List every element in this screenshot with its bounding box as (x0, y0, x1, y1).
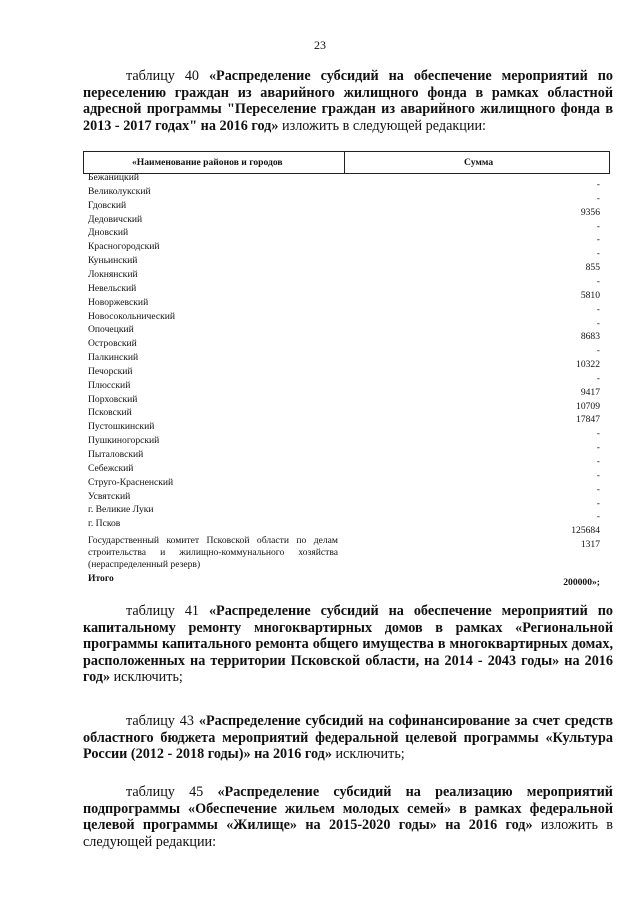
row-name: Опочецкий (88, 324, 134, 336)
row-value: - (596, 483, 600, 495)
row-name: Пустошкинский (88, 421, 155, 433)
row-name: Новосокольнический (88, 310, 176, 322)
row-value: - (596, 192, 600, 204)
table-row (88, 518, 600, 537)
table-row (88, 449, 600, 467)
row-value: - (596, 234, 600, 246)
row-value: 855 (585, 262, 600, 274)
p45-prefix: таблицу 45 (126, 784, 218, 800)
row-name: Новоржевский (88, 296, 149, 308)
row-value: 10322 (576, 359, 600, 371)
table-row (88, 213, 600, 232)
row-name: Локнянский (88, 268, 138, 280)
total-value: 200000»; (563, 577, 600, 588)
table-row (88, 310, 600, 329)
row-name: Порховский (88, 393, 138, 405)
table-row (88, 185, 600, 204)
header-name-column: «Наименование районов и городов (132, 157, 283, 168)
row-name: Куньинский (88, 255, 138, 267)
p45-suffix: изложить в следующей редакции: (83, 817, 614, 850)
table-row (88, 172, 600, 190)
row-name: Пыталовский (88, 449, 144, 460)
row-name: Красногородский (88, 241, 160, 253)
table-row (88, 462, 600, 481)
committee-row (88, 539, 600, 553)
table-row (88, 379, 600, 398)
row-value: 17847 (576, 414, 600, 426)
row-name: Себежский (88, 462, 134, 474)
row-name: Невельский (88, 282, 137, 294)
p41-suffix: исключить; (110, 669, 183, 685)
row-value: - (596, 372, 600, 384)
row-value: 9417 (580, 386, 600, 398)
row-name: Печорский (88, 365, 133, 377)
row-value: 8683 (580, 331, 600, 343)
row-name: Дновский (88, 227, 129, 239)
table-header (83, 151, 610, 174)
row-name: Плюсский (88, 379, 131, 391)
row-value: 9356 (580, 206, 600, 218)
row-name: Великолукский (88, 185, 151, 197)
table-row (88, 407, 600, 426)
header-sum-column: Сумма (464, 157, 494, 168)
row-value: - (596, 456, 600, 467)
row-value: - (596, 442, 600, 454)
p41-prefix: таблицу 41 (126, 603, 209, 619)
paragraph-table43 (83, 713, 613, 763)
table-row (88, 421, 600, 440)
row-value: - (596, 428, 600, 440)
page-number: 23 (314, 38, 326, 52)
p43-suffix: исключить; (331, 746, 405, 762)
row-name: Дедовичский (88, 213, 143, 225)
header-divider (344, 152, 345, 173)
row-name: Бежаницкий (88, 172, 139, 183)
table-row (88, 476, 600, 495)
row-name: Псковский (88, 407, 132, 419)
row-value: 125684 (571, 525, 600, 537)
p43-prefix: таблицу 43 (126, 713, 199, 729)
intro-suffix: изложить в следующей редакции: (278, 117, 486, 134)
paragraph-table45 (83, 784, 613, 850)
row-value: 5810 (580, 289, 600, 301)
table-row (88, 504, 600, 523)
row-name: Усвятский (88, 490, 131, 502)
table-row (88, 490, 600, 509)
committee-value: 1317 (580, 539, 600, 550)
table-row (88, 296, 600, 315)
committee-name: Государственный комитет Псковской области по делам строительства и жилищно-коммунального хозяйства (нераспределенный резерв) (88, 535, 338, 570)
row-value: - (596, 303, 600, 315)
row-name: Островский (88, 338, 137, 350)
row-name: Струго-Красненский (88, 476, 174, 488)
intro-title: «Распределение субсидий на обеспечение мероприятий по переселению граждан из аварийного жилищного фонда в рамках областной адресной программы "Переселение граждан из аварийного жилищного фонда в 2013 - 2017 годах" на 2016 год» (83, 68, 613, 134)
row-name: г. Псков (88, 518, 121, 530)
p45-title: «Распределение субсидий на реализацию мероприятий подпрограммы «Обеспечение жильем молодых семей» в рамках федеральной целевой программы «Жилище» на 2015-2020 годы» на 2016 год» (83, 784, 613, 833)
table-row (88, 435, 600, 454)
row-value: 10709 (576, 400, 600, 412)
row-value: - (596, 469, 600, 481)
paragraph-table41 (83, 603, 613, 686)
p41-title: «Распределение субсидий на обеспечение мероприятий по капитальному ремонту многоквартирных домов в рамках «Региональной программы капитального ремонта общего имущества в многоквартирных домах, расположенных на территории Псковской области, на 2014 - 2043 годы» на 2016 год» (83, 603, 613, 685)
p43-title: «Распределение субсидий на софинансирование за счет средств областного бюджета мероприятий федеральной целевой программы «Культура России (2012 - 2018 годы)» на 2016 год» (83, 713, 613, 762)
row-value: - (596, 275, 600, 287)
row-value: - (596, 179, 600, 190)
intro-prefix: таблицу 40 (126, 68, 209, 84)
row-value: - (596, 220, 600, 232)
table-row (88, 199, 600, 218)
row-value: - (596, 511, 600, 523)
total-value-row (88, 577, 600, 591)
row-value: - (596, 345, 600, 357)
row-name: Гдовский (88, 199, 127, 211)
table-row (88, 282, 600, 301)
row-name: г. Великие Луки (88, 504, 154, 516)
row-value: - (596, 317, 600, 329)
row-name: Палкинский (88, 352, 139, 364)
table-row (88, 324, 600, 343)
total-label: Итого (88, 573, 114, 584)
table-row (88, 393, 600, 412)
table-row (88, 227, 600, 246)
subsidy-table (83, 151, 610, 588)
table-row (88, 241, 600, 260)
row-value: - (596, 497, 600, 509)
row-value: - (596, 248, 600, 260)
row-name: Пушкиногорский (88, 435, 160, 447)
intro-paragraph-table40 (83, 68, 613, 134)
table-row (88, 338, 600, 357)
